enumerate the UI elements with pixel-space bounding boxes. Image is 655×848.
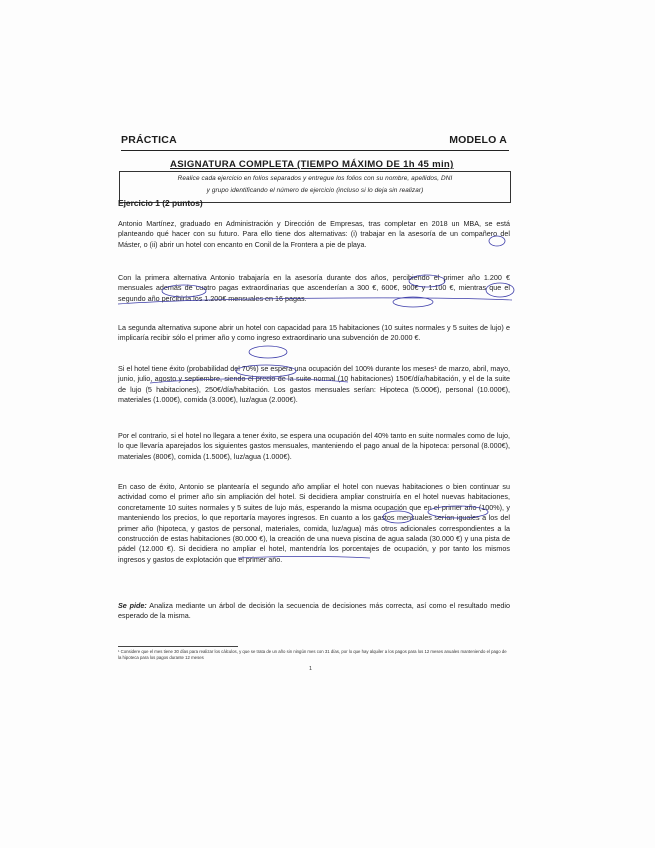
footnote-rule [118, 646, 238, 647]
paragraph-1: Antonio Martínez, graduado en Administración y Dirección de Empresas, tras completar en 2018 un MBA, se está planteando qué hacer con su futuro. Para ello tiene dos alternativas: (i) trabajar en la asesoría de un compañero del Máster, o (ii) abrir un hotel con encanto en Conil de la Frontera a pie de playa. [118, 219, 510, 249]
instructions-line-1: Realice cada ejercicio en folios separados y entregue los folios con su nombre, apellidos, DNI [177, 175, 453, 182]
header [121, 134, 507, 148]
exercise-title: Ejercicio 1 (2 puntos) [118, 198, 203, 208]
paragraph-6: En caso de éxito, Antonio se plantearía el segundo año ampliar el hotel con nuevas habitaciones o bien continuar su actividad como el primer año sin ampliación del hotel. Si decidiera ampliar construiría en el hotel nuevas habitaciones, concretamente 10 suites normales y 5 suites de lujo más, esperando la misma ocupación que en el primer año (100%), y manteniendo los precios, lo que reportaría mayores ingresos. En cuanto a los gastos mensuales serían iguales a los del primer año (hipoteca, y gastos de personal, materiales, comida, luz/agua) más otros adicionales correspondientes a la construcción de estas habitaciones (80.000 €), la creación de una nueva piscina de agua salada (30.000 €) y una pista de pádel (12.000 €). Si decidiera no ampliar el hotel, mantendría los porcentajes de ocupación, y por tanto los mismos ingresos y gastos de explotación que el primer año. [118, 482, 510, 564]
header-model: MODELO A [449, 134, 507, 146]
page-number: 1 [309, 666, 313, 672]
paragraph-3: La segunda alternativa supone abrir un hotel con capacidad para 15 habitaciones (10 suites normales y 5 suites de lujo) e implicaría recibir sólo el primer año y como ingreso extraordinario una subvención de 20.000 €. [118, 323, 510, 343]
header-practice: PRÁCTICA [121, 134, 177, 146]
header-rule [121, 150, 509, 151]
paragraph-2: Con la primera alternativa Antonio trabajaría en la asesoría durante dos años, percibiendo el primer año 1.200 € mensuales además de cuatro pagas extraordinarias que ascenderían a 300 €, 600€, 900€ y 1.100 €, mientras que el segundo año percibiría los 1.200€ mensuales en 16 pagas. [118, 273, 510, 303]
paragraph-5: Por el contrario, si el hotel no llegara a tener éxito, se espera una ocupación del 40% tanto en suite normales como de lujo, lo que llevaría aparejados los siguientes gastos mensuales, manteniendo el pago anual de la hipoteca: personal (8.000€), materiales (800€), comida (1.500€), luz/agua (1.000€). [118, 431, 510, 461]
subtitle: ASIGNATURA COMPLETA (TIEMPO MÁXIMO DE 1h 45 min) [170, 159, 454, 170]
instructions-line-2: y grupo identificando el número de ejercicio (incluso si lo deja sin realizar) [206, 187, 424, 194]
task-statement [118, 601, 510, 622]
circle-subsidy [249, 346, 287, 358]
task-text: Analiza mediante un árbol de decisión la secuencia de decisiones más correcta, así como el resultado medio esperado de la misma. [118, 601, 510, 621]
footnote: ¹ Considere que el mes tiene 30 días para realizar los cálculos, y que se trata de un año sin ningún mes con 31 días, por lo que hay alquiler a los pagos para los 12 meses anuales manteniendo el pago de la hipoteca para los pagos durante 12 meses [118, 649, 507, 660]
task-lead: Se pide: [118, 601, 147, 610]
paragraph-4: Si el hotel tiene éxito (probabilidad del 70%) se espera una ocupación del 100% durante los meses¹ de marzo, abril, mayo, junio, julio, agosto y septiembre, siendo el precio de la suite normal (10 habitaciones) 150€/día/habitación, y el de la suite de lujo (5 habitaciones), 250€/día/habitación. Los gastos mensuales serían: Hipoteca (5.000€), personal (10.000€), materiales (1.000€), comida (3.000€), luz/agua (2.000€). [118, 364, 510, 405]
